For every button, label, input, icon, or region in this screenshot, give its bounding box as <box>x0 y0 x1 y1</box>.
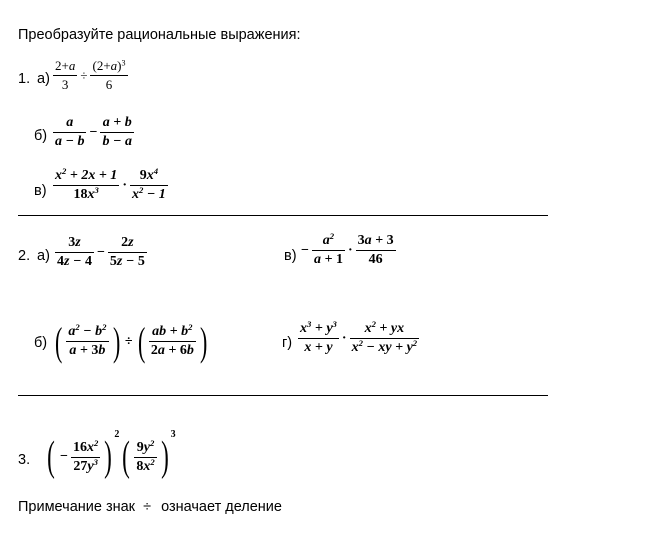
formula-1b: $\frac{a}{a - b}$ − $\frac{a + b}{b - a}$ <box>55 115 132 149</box>
formula-1a: $\frac{2+a}{3}$ ÷ $\frac{(2+a)^3}{6}$ <box>55 58 126 92</box>
task-1c-label: в) <box>34 183 47 199</box>
task-2c-label: в) <box>284 248 297 264</box>
formula-2d: $\frac{x^3 + y^3}{x + y}$ · $\frac{x^2 + yx}{x^2 - xy + y^2}$ <box>300 319 418 355</box>
formula-1c: $\frac{x^2 + 2x + 1}{18x^3}$ · $\frac{9x^4}{x^2 - 1}$ <box>55 166 166 202</box>
task-2a-label: а) <box>37 248 50 264</box>
note <box>18 498 282 516</box>
note-prefix: Примечание знак <box>18 499 136 515</box>
task-2b-label: б) <box>34 335 48 351</box>
formula-2a: $\frac{3z}{4z - 4}$ − $\frac{2z}{5z - 5}$ <box>57 235 145 269</box>
task-2d-label: г) <box>282 335 293 351</box>
page-title: Преобразуйте рациональные выражения: <box>18 27 301 43</box>
task-1-number: 1. <box>18 71 31 87</box>
task-2-number: 2. <box>18 248 31 264</box>
divider-1 <box>18 215 548 216</box>
division-sign: ÷ <box>143 499 152 515</box>
formula-2b: ( $\frac{a^2 - b^2}{a + 3b}$ ) ÷ ( $\frac{ab + b^2}{2a + 6b}$ ) <box>54 319 208 364</box>
note-suffix: означает деление <box>161 499 282 515</box>
task-1b-label: б) <box>34 128 48 144</box>
task-3-number: 3. <box>18 452 31 468</box>
divider-2 <box>18 395 548 396</box>
formula-2c: − $\frac{a^2}{a + 1}$ · $\frac{3a + 3}{46}$ <box>301 231 394 267</box>
formula-3: ( − $\frac{16x^2}{27y^3}$ ) 2( $\frac{9y^2}{8x^2}$ ) 3 <box>47 429 176 480</box>
task-1a-label: а) <box>37 71 50 87</box>
